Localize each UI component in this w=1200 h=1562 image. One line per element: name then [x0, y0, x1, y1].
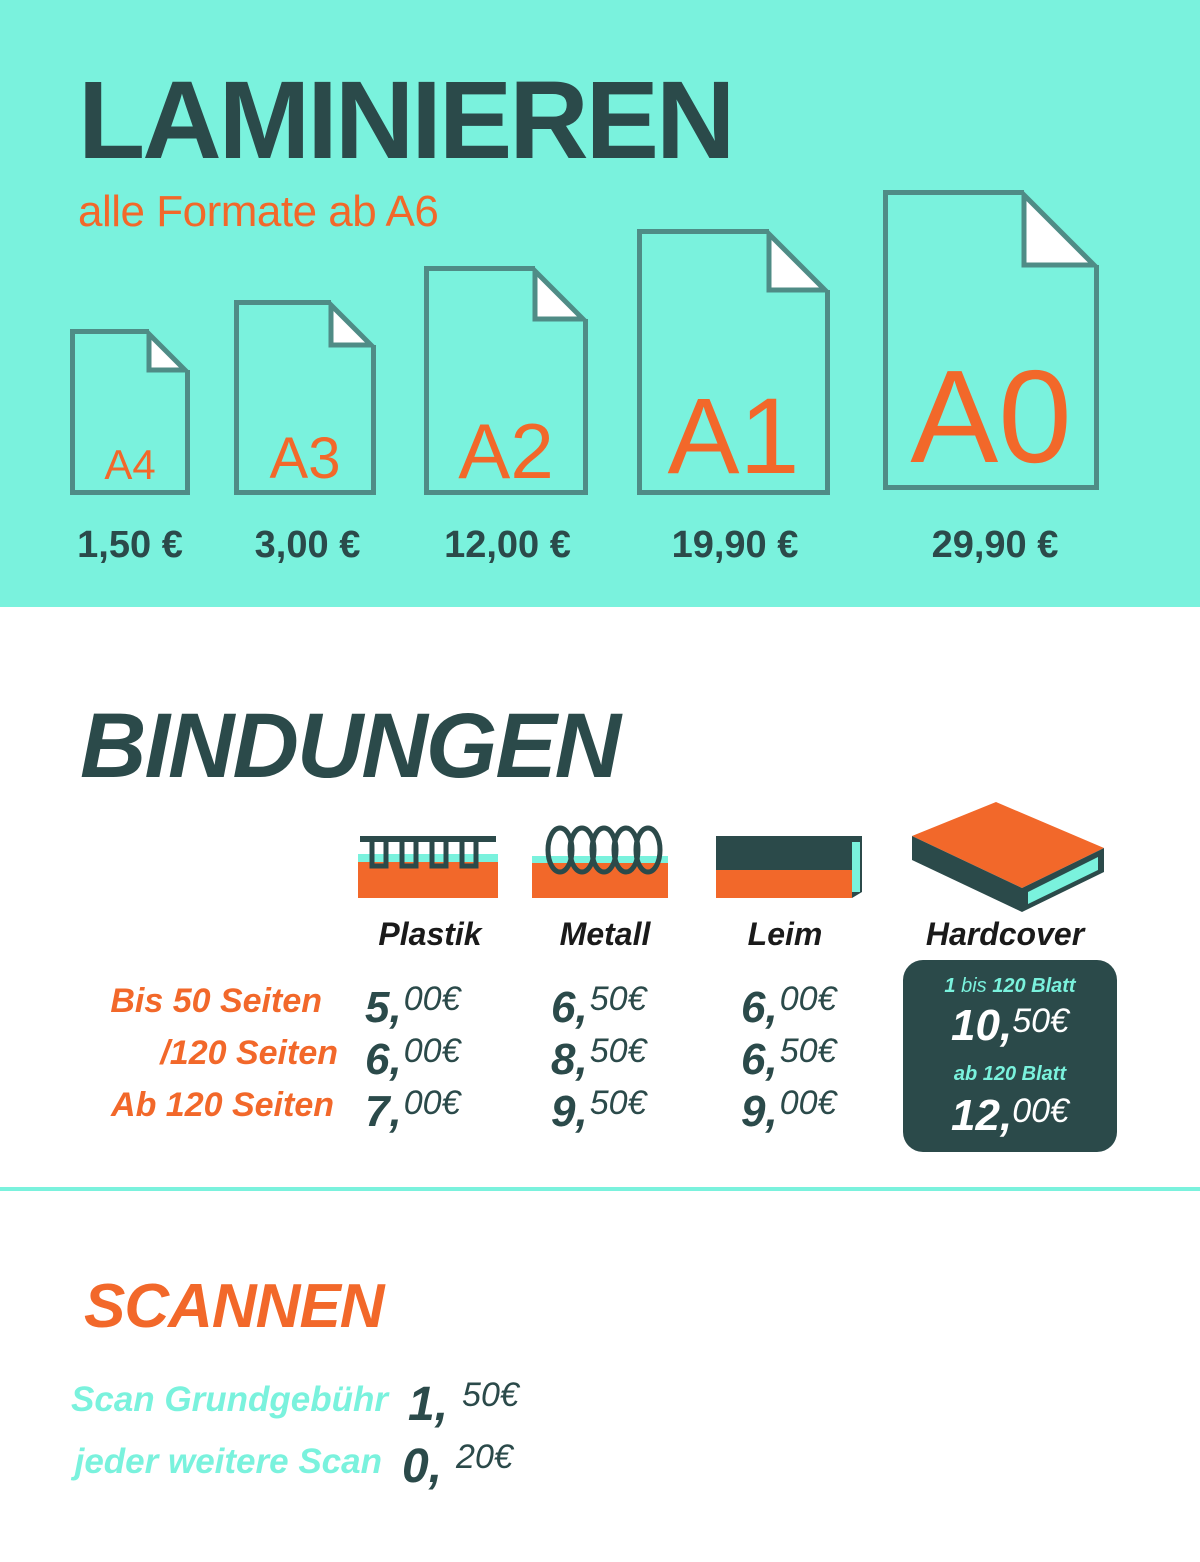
sheet-a0-icon — [883, 190, 1099, 490]
bindungen-title: BINDUNGEN — [80, 695, 620, 797]
laminieren-title: LAMINIEREN — [78, 59, 733, 182]
glue-binding-icon — [716, 836, 862, 898]
column-head-metall: Metall — [559, 916, 651, 952]
price-leim-row3: 9,00€ — [741, 1084, 837, 1136]
hardcover-book-icon — [910, 800, 1106, 914]
price-leim-row1: 6,00€ — [741, 980, 837, 1032]
price-a0: 29,90 € — [931, 524, 1059, 566]
column-head-hardcover: Hardcover — [925, 916, 1085, 952]
sheet-a4-icon — [70, 329, 190, 495]
hardcover-price-box — [903, 960, 1117, 1152]
section-divider — [0, 1187, 1200, 1191]
scan-price-grundgebuehr: 1, 50€ — [408, 1376, 519, 1431]
plastic-comb-binding-icon — [358, 832, 498, 898]
format-label-a0: A0 — [910, 343, 1072, 490]
hardcover-price-2: 12,00€ — [951, 1091, 1069, 1140]
price-a1: 19,90 € — [671, 524, 799, 566]
row-label-120: /120 Seiten — [160, 1034, 338, 1072]
folded-corner-icon — [144, 329, 190, 375]
price-plastik-row3: 7,00€ — [365, 1084, 461, 1136]
scannen-title: SCANNEN — [84, 1272, 384, 1341]
price-plastik-row2: 6,00€ — [365, 1032, 461, 1084]
price-leim-row2: 6,50€ — [741, 1032, 837, 1084]
price-a2: 12,00 € — [444, 524, 571, 566]
column-head-plastik: Plastik — [378, 916, 482, 952]
price-metall-row1: 6,50€ — [551, 980, 647, 1032]
price-a3: 3,00 € — [254, 524, 361, 566]
sheet-a3-icon — [234, 300, 376, 495]
row-label-bis-50: Bis 50 Seiten — [110, 982, 322, 1020]
price-metall-row3: 9,50€ — [551, 1084, 647, 1136]
metal-spiral-binding-icon — [532, 818, 668, 898]
scan-label-weitere: jeder weitere Scan — [74, 1442, 382, 1481]
format-label-a1: A1 — [667, 375, 800, 496]
sheet-a1-icon — [637, 229, 830, 495]
hardcover-label-ab-120: ab 120 Blatt — [953, 1063, 1067, 1085]
folded-corner-icon — [326, 300, 376, 350]
folded-corner-icon — [530, 266, 588, 324]
format-label-a2: A2 — [458, 407, 554, 495]
scan-price-weitere: 0, 20€ — [402, 1438, 513, 1493]
hardcover-price-1: 10,50€ — [951, 1001, 1069, 1050]
sheet-a2-icon — [424, 266, 588, 495]
hardcover-label-1-120: 1 bis 120 Blatt — [944, 975, 1076, 997]
column-head-leim: Leim — [747, 916, 823, 952]
folded-corner-icon — [1019, 190, 1099, 270]
price-metall-row2: 8,50€ — [551, 1032, 647, 1084]
laminieren-subtitle: alle Formate ab A6 — [78, 187, 439, 236]
folded-corner-icon — [764, 229, 830, 295]
row-label-ab-120: Ab 120 Seiten — [111, 1086, 334, 1124]
laminieren-section — [0, 0, 1200, 607]
price-plastik-row1: 5,00€ — [365, 980, 461, 1032]
scan-label-grundgebuehr: Scan Grundgebühr — [71, 1380, 388, 1419]
format-label-a4: A4 — [104, 441, 156, 488]
format-label-a3: A3 — [269, 426, 341, 491]
price-a4: 1,50 € — [77, 524, 183, 566]
